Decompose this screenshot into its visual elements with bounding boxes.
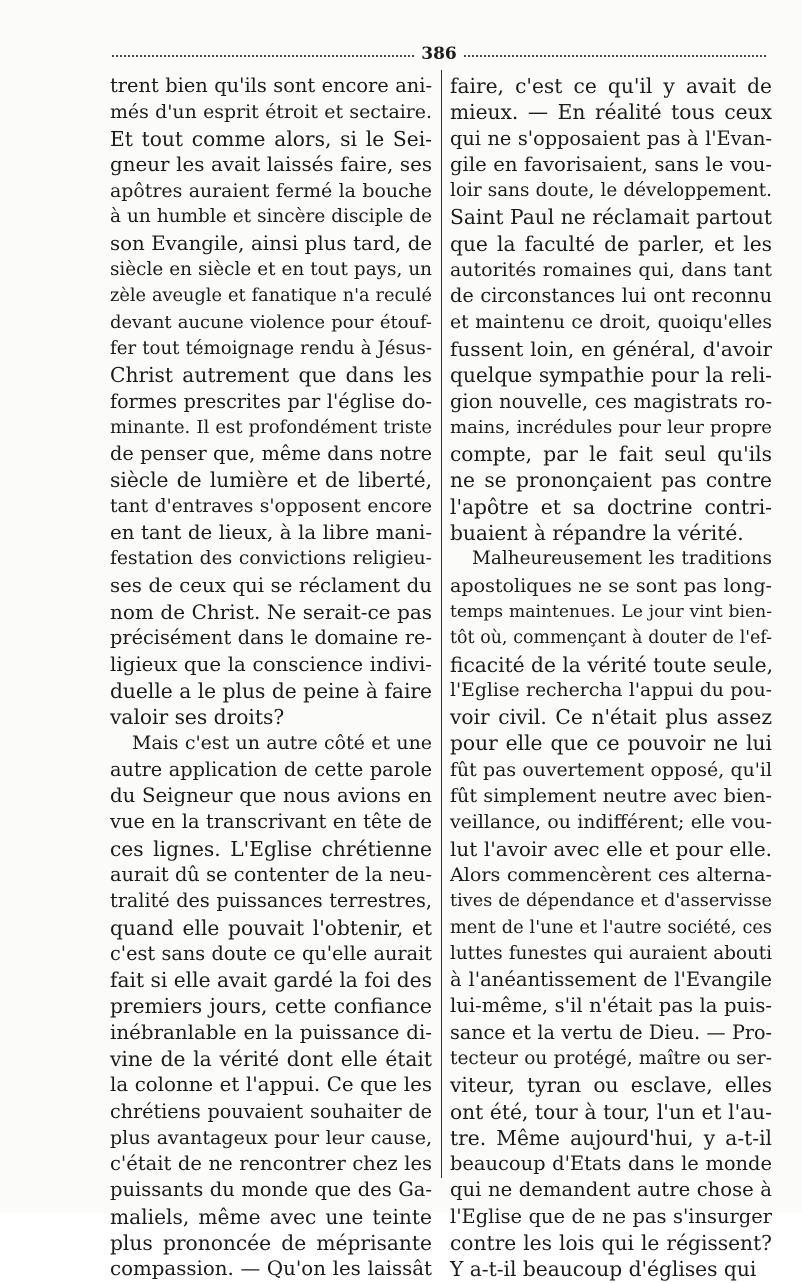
text-line: premiers jours, cette confiance [110, 994, 432, 1019]
text-line: fût pas ouvertement opposé, qu'il [450, 758, 772, 781]
text-line: c'était de ne rencontrer chez les [110, 1152, 432, 1176]
text-line: ne se prononçaient pas contre [450, 468, 772, 493]
text-line: compte, par le fait seul qu'ils [450, 442, 772, 467]
text-line: gion nouvelle, ces magistrats ro- [450, 389, 772, 413]
text-line: de circonstances lui ont reconnu [450, 284, 772, 308]
text-line: qui ne s'opposaient pas à l'Evan- [450, 126, 772, 150]
right-column [450, 73, 772, 1283]
text-line: lut l'avoir avec elle et pour elle. [450, 836, 772, 861]
text-line: valoir ses droits? [110, 705, 285, 730]
text-line: la colonne et l'appui. Ce que les [110, 1073, 432, 1097]
text-line: devant aucune violence pour étouf- [110, 311, 432, 333]
text-line: ficacité de la vérité toute seule, [450, 652, 774, 677]
text-line: à l'anéantissement de l'Evangile [450, 968, 772, 992]
text-line: en tant de lieux, à la libre mani- [110, 521, 432, 545]
text-line: faire, c'est ce qu'il y avait de [450, 74, 772, 98]
text-line: minante. Il est profondément triste [110, 416, 432, 438]
text-line: fer tout témoignage rendu à Jésus- [110, 337, 432, 359]
text-line: siècle de lumière et de liberté, [110, 468, 432, 493]
text-line: vine de la vérité dont elle était [110, 1046, 432, 1071]
text-line: que la faculté de parler, et les [450, 231, 772, 256]
text-line: trent bien qu'ils sont encore ani- [110, 74, 432, 97]
text-line: festation des convictions religieu- [110, 548, 432, 570]
text-line: l'Eglise rechercha l'appui du pou- [450, 679, 772, 701]
text-line: sance et la vertu de Dieu. — Pro- [450, 1020, 772, 1044]
text-line: vue en la transcrivant en tête de [110, 810, 432, 834]
text-line: l'Eglise que de ne pas s'insurger [450, 1204, 772, 1228]
page-header [112, 44, 766, 64]
text-line: formes prescrites par l'église do- [110, 389, 432, 413]
text-line: à un humble et sincère disciple de [110, 206, 432, 228]
text-line: Saint Paul ne réclamait partout [450, 205, 772, 230]
text-line: voir civil. Ce n'était plus assez [450, 705, 772, 730]
text-line: duelle a le plus de peine à faire [110, 678, 432, 703]
text-line: buaient à répandre la vérité. [450, 521, 744, 546]
text-line: tre. Même aujourd'hui, y a-t-il [450, 1125, 772, 1150]
text-line: c'est sans doute ce qu'elle aurait [110, 941, 432, 965]
text-line: ces lignes. L'Eglise chrétienne [110, 836, 432, 861]
text-line: contre les lois qui le régissent? [450, 1231, 772, 1256]
text-line: de penser que, même dans notre [110, 442, 432, 466]
text-line: maliels, même avec une teinte [110, 1204, 432, 1229]
text-line: autre application de cette parole [110, 757, 432, 781]
text-line: compassion. — Qu'on les laissât [110, 1257, 432, 1281]
text-line: autorités romaines qui, dans tant [450, 259, 772, 282]
text-line: l'apôtre et sa doctrine contri- [450, 494, 772, 519]
left-column [110, 73, 432, 1283]
text-line: ment de l'une et l'autre société, ces [450, 917, 772, 938]
text-line: Malheureusement les traditions [472, 548, 772, 570]
text-line: luttes funestes qui auraient abouti [450, 942, 772, 964]
text-line: pour elle que ce pouvoir ne lui [450, 731, 772, 756]
text-line: veillance, ou indifférent; elle vou- [450, 811, 772, 834]
text-line: mieux. — En réalité tous ceux [450, 100, 772, 125]
text-line: Y a-t-il beaucoup d'églises qui [450, 1257, 757, 1282]
text-line: ses de ceux qui se réclament du [110, 573, 432, 597]
text-line: apôtres auraient fermé la bouche [110, 180, 432, 203]
text-line: plus prononcée de méprisante [110, 1231, 432, 1256]
text-line: gneur les avait laissés faire, ses [110, 152, 432, 176]
text-line: apostoliques ne se sont pas long- [450, 573, 772, 597]
text-line: et maintenu ce droit, quoiqu'elles [450, 311, 772, 333]
text-line: tralité des puissances terrestres, [110, 889, 432, 913]
text-line: tant d'entraves s'opposent encore [110, 495, 432, 517]
text-line: siècle en siècle et en tout pays, un [110, 259, 432, 281]
text-line: tives de dépendance et d'asservisse [450, 891, 772, 912]
text-line: nom de Christ. Ne serait-ce pas [110, 599, 432, 624]
text-line: du Seigneur que nous avions en [110, 784, 432, 808]
text-line: plus avantageux pour leur cause, [110, 1126, 432, 1149]
page-number: 386 [415, 44, 463, 64]
text-line: précisément dans le domaine re- [110, 626, 432, 650]
text-line: son Evangile, ainsi plus tard, de [110, 231, 432, 255]
text-line: chrétiens pouvaient souhaiter de [110, 1099, 432, 1123]
text-line: fussent loin, en général, d'avoir [450, 336, 772, 361]
text-line: viteur, tyran ou esclave, elles [450, 1073, 772, 1098]
text-line: qui ne demandent autre chose à [450, 1178, 772, 1202]
text-line: tecteur ou protégé, maître ou ser- [450, 1047, 772, 1069]
text-line: ligieux que la conscience indivi- [110, 652, 432, 676]
text-line: beaucoup d'Etats dans le monde [450, 1152, 772, 1176]
text-line: Mais c'est un autre côté et une [132, 732, 432, 755]
text-line: fût simplement neutre avec bien- [450, 784, 772, 808]
column-divider [441, 70, 442, 1178]
text-line: fait si elle avait gardé la foi des [110, 968, 432, 993]
text-line: puissants du monde que des Ga- [110, 1178, 432, 1202]
text-line: Christ autrement que dans les [110, 363, 432, 388]
text-line: Alors commencèrent ces alterna- [450, 862, 772, 886]
text-line: més d'un esprit étroit et sectaire. [110, 101, 432, 124]
text-line: temps maintenues. Le jour vint bien- [450, 601, 772, 622]
text-line: tôt où, commençant à douter de l'ef- [450, 628, 772, 649]
text-line: gile en favorisaient, sans le vou- [450, 152, 772, 176]
text-line: mains, incrédules pour leur propre [450, 416, 772, 438]
text-line: lui-même, s'il n'était pas la puis- [450, 994, 772, 1018]
text-line: aurait dû se contenter de la neu- [110, 862, 432, 886]
text-line: zèle aveugle et fanatique n'a reculé [110, 286, 432, 307]
text-line: loir sans doute, le développement. [450, 180, 772, 202]
text-line: Et tout comme alors, si le Sei- [110, 126, 432, 151]
text-line: ont été, tour à tour, l'un et l'au- [450, 1099, 772, 1124]
text-line: quelque sympathie pour la reli- [450, 363, 772, 388]
text-line: quand elle pouvait l'obtenir, et [110, 915, 432, 940]
text-line: inébranlable en la puissance di- [110, 1020, 432, 1044]
